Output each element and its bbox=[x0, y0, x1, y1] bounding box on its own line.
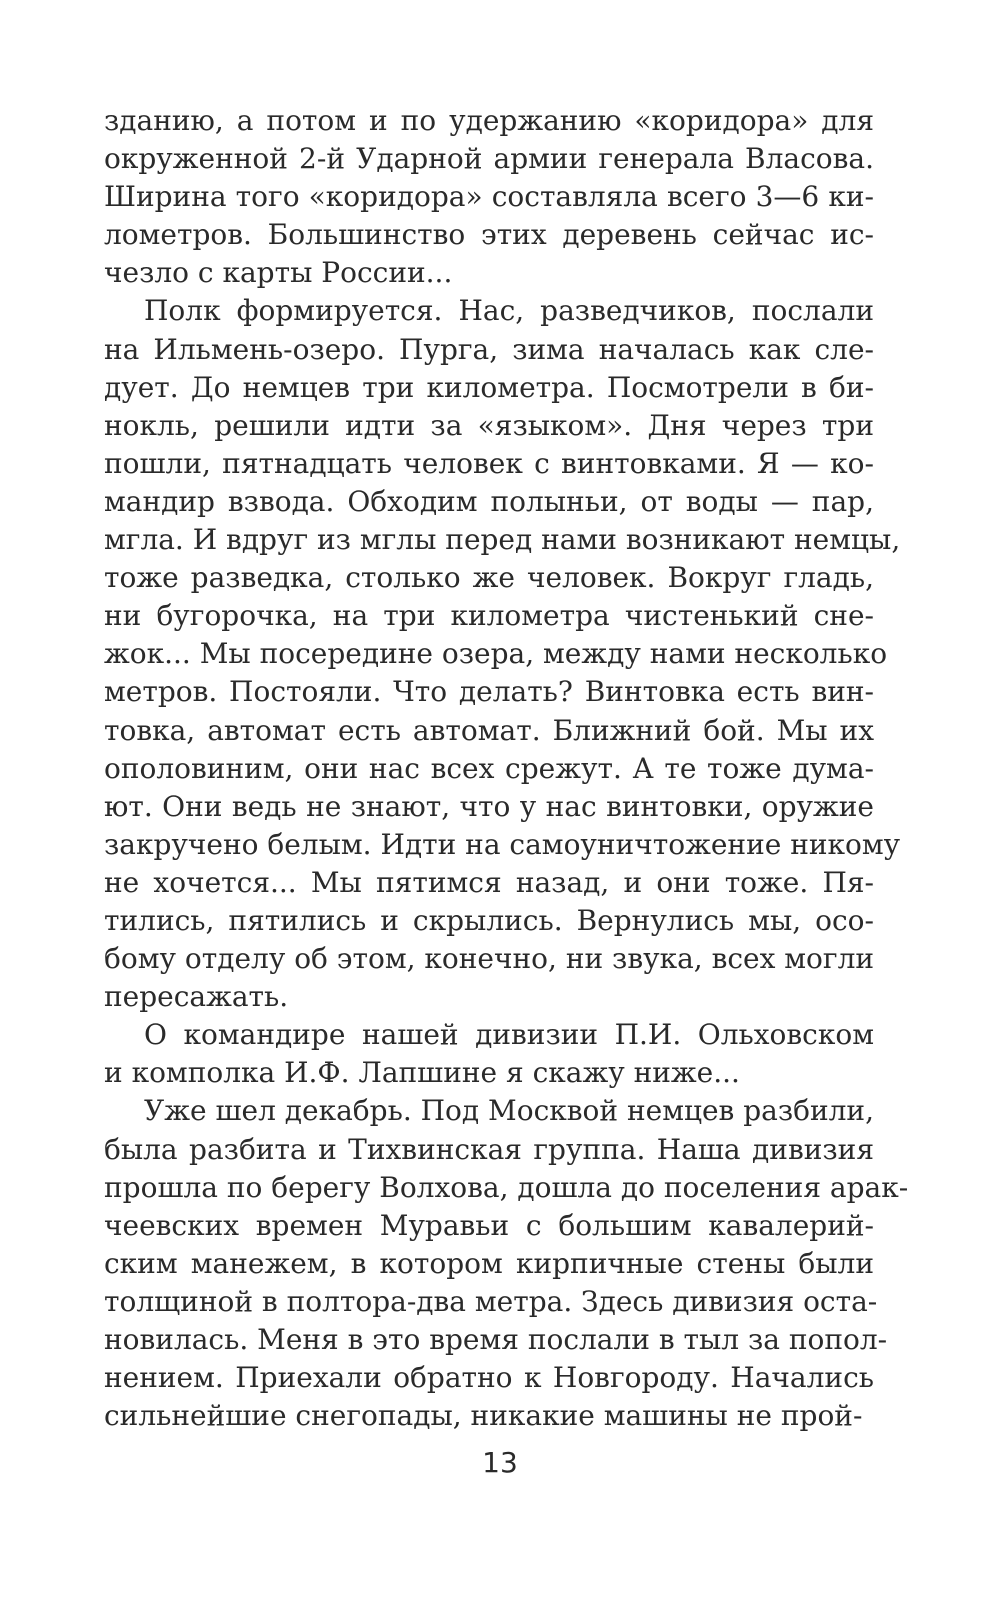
text-line: товка, автомат есть автомат. Ближний бой. Мы их bbox=[104, 713, 874, 747]
text-line: ют. Они ведь не знают, что у нас винтовки, оружие bbox=[104, 789, 874, 823]
text-line: сильнейшие снегопады, никакие машины не прой- bbox=[104, 1399, 863, 1433]
text-line: закручено белым. Идти на самоуничтожение никому bbox=[104, 827, 901, 861]
text-line: новилась. Меня в это время послали в тыл за попол- bbox=[104, 1323, 888, 1356]
text-line: окруженной 2-й Ударной армии генерала Власова. bbox=[104, 142, 874, 176]
page-number: 13 bbox=[482, 1446, 518, 1479]
text-line: зданию, а потом и по удержанию «коридора» для bbox=[104, 104, 874, 137]
text-line: нокль, решили идти за «языком». Дня через три bbox=[104, 408, 874, 442]
text-line: метров. Постояли. Что делать? Винтовка есть вин- bbox=[104, 675, 874, 709]
text-line: О командире нашей дивизии П.И. Ольховском bbox=[144, 1018, 874, 1052]
text-line: чеевских времен Муравьи с большим кавалерий- bbox=[104, 1208, 874, 1242]
paragraph bbox=[104, 292, 901, 1016]
paragraph bbox=[104, 102, 874, 292]
text-line: Полк формируется. Нас, разведчиков, послали bbox=[144, 294, 874, 328]
text-line: бому отделу об этом, конечно, ни звука, всех могли bbox=[104, 942, 875, 976]
text-line: и комполка И.Ф. Лапшине я скажу ниже... bbox=[104, 1056, 740, 1090]
text-line: не хочется... Мы пятимся назад, и они тоже. Пя- bbox=[104, 865, 874, 899]
text-line: ни бугорочка, на три километра чистенький сне- bbox=[104, 599, 874, 633]
text-line: прошла по берегу Волхова, дошла до поселения арак- bbox=[104, 1170, 909, 1204]
text-line: Уже шел декабрь. Под Москвой немцев разбили, bbox=[144, 1094, 874, 1128]
text-line: толщиной в полтора-два метра. Здесь дивизия оста- bbox=[104, 1284, 878, 1318]
text-line: нением. Приехали обратно к Новгороду. Начались bbox=[104, 1361, 874, 1395]
text-line: дует. До немцев три километра. Посмотрели в би- bbox=[104, 370, 874, 404]
body-text bbox=[104, 102, 909, 1435]
paragraph bbox=[104, 1016, 874, 1092]
text-line: пошли, пятнадцать человек с винтовками. Я — ко- bbox=[104, 446, 874, 480]
text-line: лометров. Большинство этих деревень сейчас ис- bbox=[104, 218, 874, 252]
text-line: мгла. И вдруг из мглы перед нами возникают немцы, bbox=[104, 523, 901, 557]
text-line: ополовиним, они нас всех срежут. А те тоже дума- bbox=[104, 751, 874, 785]
text-line: тоже разведка, столько же человек. Вокруг гладь, bbox=[104, 561, 874, 595]
text-line: тились, пятились и скрылись. Вернулись мы, осо- bbox=[104, 903, 874, 937]
text-line: на Ильмень-озеро. Пурга, зима началась как сле- bbox=[104, 332, 874, 366]
text-line: мандир взвода. Обходим полыньи, от воды — пар, bbox=[104, 484, 874, 518]
paragraph bbox=[104, 1092, 909, 1435]
text-line: пересажать. bbox=[104, 980, 289, 1014]
text-line: жок... Мы посередине озера, между нами несколько bbox=[104, 637, 888, 671]
text-line: Ширина того «коридора» составляла всего 3—6 ки- bbox=[104, 180, 874, 214]
text-line: была разбита и Тихвинская группа. Наша дивизия bbox=[104, 1132, 874, 1166]
text-line: чезло с карты России... bbox=[104, 256, 453, 290]
text-line: ским манежем, в котором кирпичные стены были bbox=[104, 1246, 874, 1280]
